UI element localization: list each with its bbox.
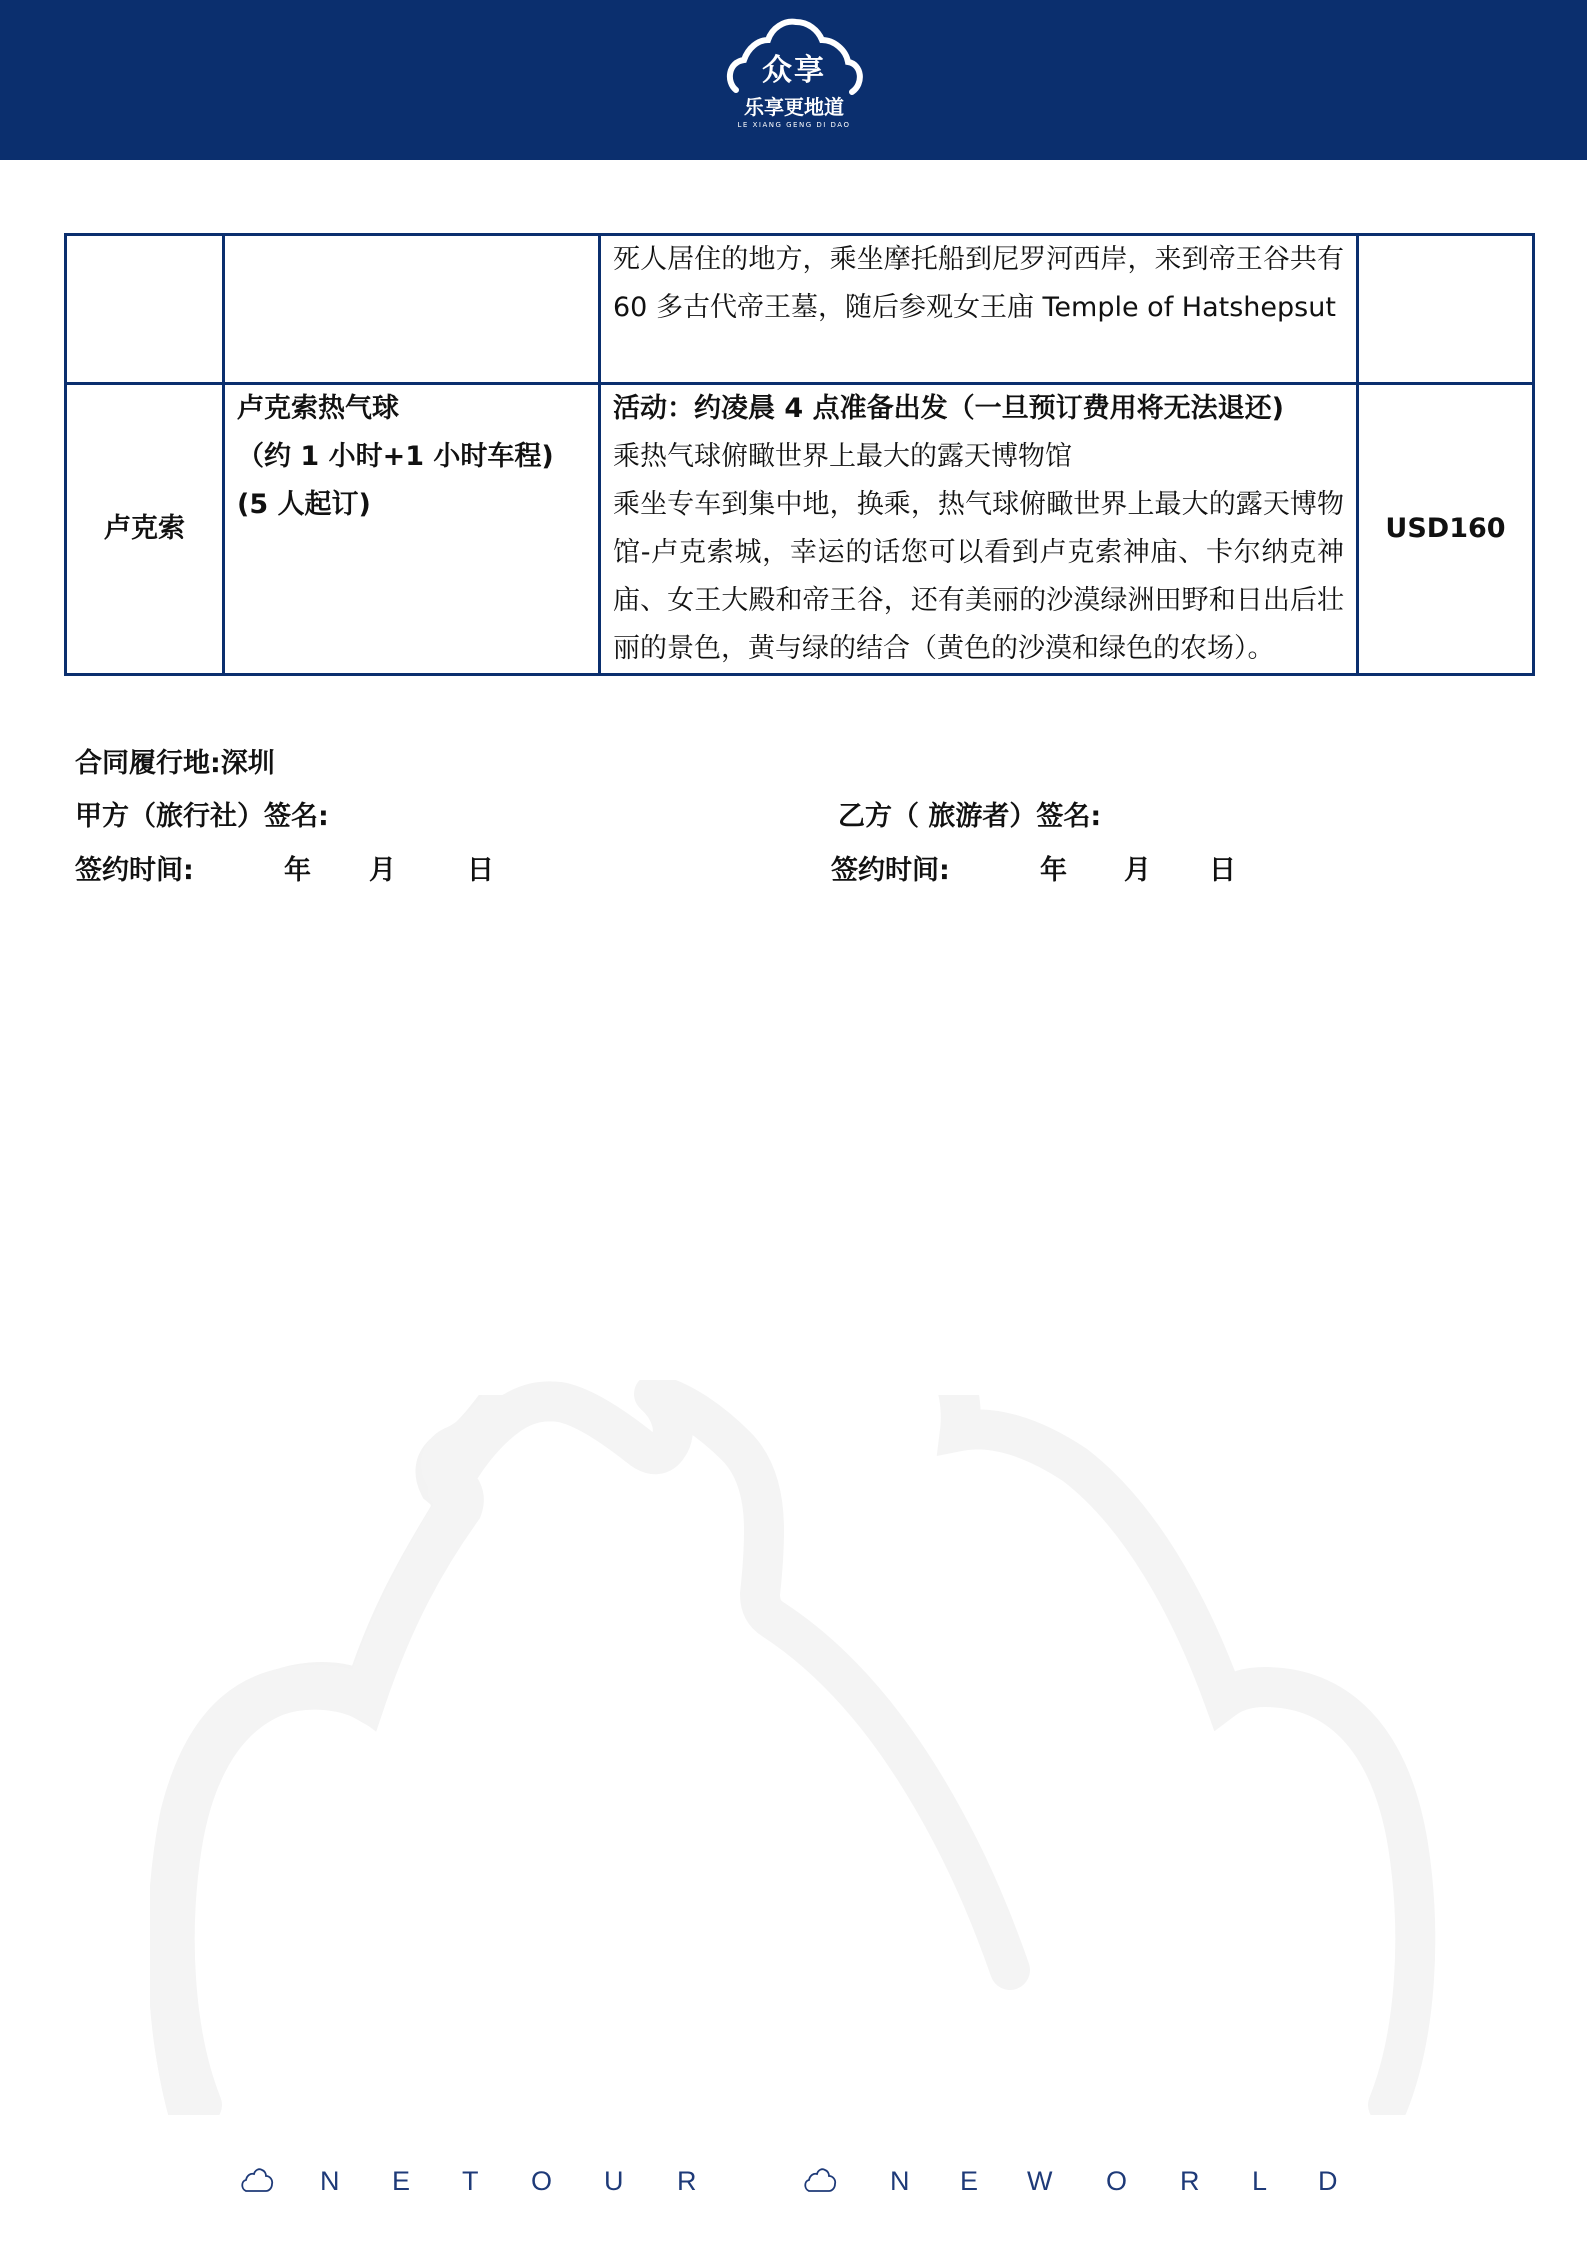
slogan-letter: T [462,2166,479,2196]
slogan-letter: O [531,2166,553,2196]
party-b-date-label: 签约时间: [831,855,950,886]
contract-place: 合同履行地:深圳 [75,748,275,779]
details-summary: 乘热气球俯瞰世界上最大的露天博物馆 [613,441,1072,472]
slogan-letter: U [604,2166,624,2196]
city-cell: 卢克索 [66,384,224,675]
details-cell [600,235,1358,384]
item-duration: （约 1 小时+1 小时车程) [237,441,554,472]
slogan-letter: D [1318,2166,1338,2196]
footer-slogan [0,2163,1587,2203]
party-b-month: 月 [1124,855,1151,886]
party-b-year: 年 [1040,855,1067,886]
party-b-day: 日 [1209,855,1236,886]
party-a-month: 月 [369,855,396,886]
slogan-letter: O [1106,2166,1128,2196]
cloud-icon [240,2167,274,2195]
page-header [0,0,1587,160]
slogan-letter: L [1252,2166,1268,2196]
details-cell [600,384,1358,675]
table-row [66,384,1534,675]
party-a-date-label: 签约时间: [75,855,194,886]
price-cell: USD160 [1358,384,1534,675]
brand-pinyin-text: LE XIANG GENG DI DAO [737,121,851,129]
cloud-icon [803,2167,837,2195]
details-heading: 活动：约凌晨 4 点准备出发（一旦预订费用将无法退还) [613,393,1284,424]
slogan-letter: E [392,2166,411,2196]
slogan-letter: R [677,2166,697,2196]
cloud-watermark-head-icon [150,1380,1440,2120]
brand-main-text: 众享 [762,53,826,88]
details-text: 死人居住的地方，乘坐摩托船到尼罗河西岸，来到帝王谷共有 60 多古代帝王墓，随后参观女王庙 Temple of Hatshepsut [613,244,1344,323]
table-row [66,235,1534,384]
slogan-letter: E [960,2166,979,2196]
slogan-letter: N [320,2166,340,2196]
party-a-signature-label: 甲方（旅行社）签名: [75,801,329,832]
item-cell [224,384,600,675]
party-b-signature-label: 乙方（ 旅游者）签名: [838,801,1102,832]
slogan-letter: N [890,2166,910,2196]
item-cell [224,235,600,384]
details-text: 乘坐专车到集中地，换乘，热气球俯瞰世界上最大的露天博物馆-卢克索城，幸运的话您可以看到卢克索神庙、卡尔纳克神庙、女王大殿和帝王谷，还有美丽的沙漠绿洲田野和日出后壮丽的景色，黄与绿的结合（黄色的沙漠和绿色的农场）。 [613,489,1344,664]
city-cell [66,235,224,384]
party-a-day: 日 [467,855,494,886]
itinerary-table [64,233,1535,676]
slogan-letter: R [1180,2166,1200,2196]
item-title: 卢克索热气球 [237,393,399,424]
party-a-year: 年 [284,855,311,886]
brand-sub-text: 乐享更地道 [744,95,844,119]
price-cell [1358,235,1534,384]
item-min-people: (5 人起订) [237,489,371,520]
slogan-letter: W [1027,2166,1053,2196]
brand-logo [722,18,866,140]
